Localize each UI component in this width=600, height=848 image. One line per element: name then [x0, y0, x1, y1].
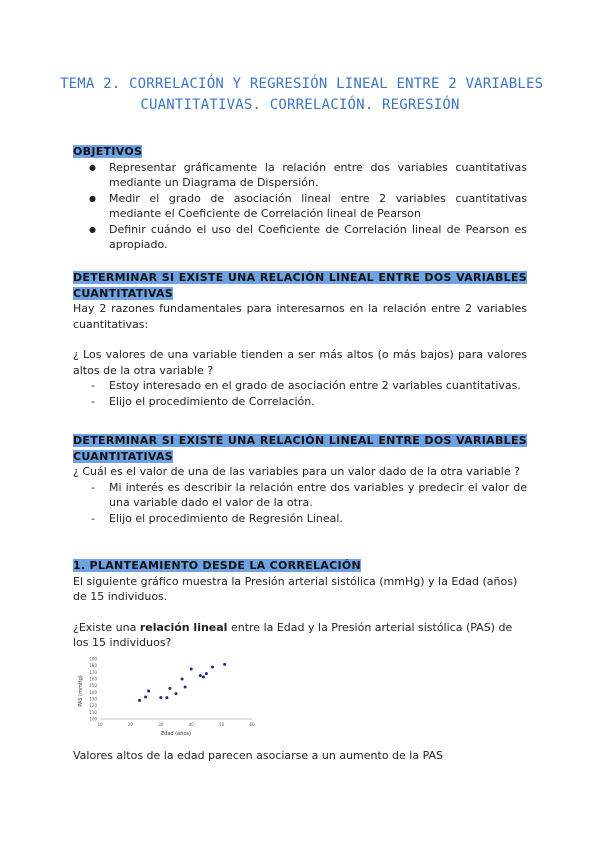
- objetivos-heading: OBJETIVOS: [73, 145, 143, 158]
- document-title: [60, 74, 544, 116]
- objetivos-list: [73, 160, 527, 253]
- section2-item: - Elijo el procedimiento de Regresión Lineal.: [73, 511, 527, 527]
- section1-heading: DETERMINAR SI EXISTE UNA RELACIÓN LINEAL ENTRE DOS VARIABLES CUANTITATIVAS: [73, 271, 527, 300]
- data-point: [184, 686, 187, 689]
- data-point: [144, 696, 147, 699]
- section1-item: - Estoy interesado en el grado de asociación entre 2 variables cuantitativas.: [73, 378, 527, 394]
- data-point: [147, 690, 150, 693]
- y-tick-label: 180: [89, 663, 97, 669]
- section2-question: ¿ Cuál es el valor de una de las variables para un valor dado de la otra variable ?: [73, 465, 520, 478]
- section2-list: [73, 480, 527, 527]
- section1-item: - Elijo el procedimiento de Correlación.: [73, 394, 527, 410]
- section3-text: El siguiente gráfico muestra la Presión arterial sistólica (mmHg) y la Edad (años) de 15 individuos.: [73, 574, 518, 603]
- x-tick-label: 10: [97, 722, 103, 727]
- section3-heading: 1. PLANTEAMIENTO DESDE LA CORRELACIÓN: [73, 559, 362, 572]
- y-axis-label: PAS (mmHg): [78, 675, 84, 707]
- section3-question: ¿Existe una relación lineal entre la Edad y la Presión arterial sistólica (PAS) de los 15 individuos?: [73, 620, 513, 649]
- x-axis-label: Edad (años): [161, 731, 191, 737]
- correlacion-section: [73, 270, 527, 409]
- y-ticks: [89, 657, 97, 722]
- chart-caption: Valores altos de la edad parecen asociarse a un aumento de la PAS: [73, 749, 444, 762]
- x-ticks: [97, 722, 255, 727]
- section1-intro: Hay 2 razones fundamentales para interesarnos en la relación entre 2 variables cuantitativas:: [73, 302, 527, 331]
- points: [138, 663, 226, 702]
- data-point: [202, 676, 205, 679]
- data-point: [168, 687, 171, 690]
- y-tick-label: 120: [89, 703, 97, 709]
- x-tick-label: 20: [127, 722, 133, 727]
- data-point: [199, 674, 202, 677]
- y-tick-label: 160: [89, 676, 97, 682]
- section1-question: ¿ Los valores de una variable tienden a ser más altos (o más bajos) para valores altos de la otra variable ?: [73, 348, 527, 377]
- chart-caption-block: [73, 748, 527, 764]
- y-tick-label: 140: [89, 689, 97, 695]
- objetivo-item: ● Representar gráficamente la relación entre dos variables cuantitativas mediante un Diagrama de Dispersión.: [73, 160, 527, 191]
- title-line-1: TEMA 2. CORRELACIÓN Y REGRESIÓN LINEAL ENTRE 2 VARIABLES: [60, 76, 544, 92]
- y-tick-label: 150: [89, 683, 97, 689]
- y-tick-label: 190: [89, 656, 97, 662]
- data-point: [159, 696, 162, 699]
- section2-item: - Mi interés es describir la relación entre dos variables y predecir el valor de una variable dado el valor de la otra.: [73, 480, 527, 511]
- y-tick-label: 130: [89, 696, 97, 702]
- x-tick-label: 60: [249, 722, 255, 727]
- y-tick-label: 100: [89, 716, 97, 722]
- section2-heading: DETERMINAR SI EXISTE UNA RELACIÓN LINEAL ENTRE DOS VARIABLES CUANTITATIVAS: [73, 434, 527, 463]
- data-point: [190, 668, 193, 671]
- data-point: [138, 699, 141, 702]
- question-emphasis: relación lineal: [139, 620, 228, 634]
- data-point: [211, 666, 214, 669]
- objetivo-item: ● Medir el grado de asociación lineal entre 2 variables cuantitativas mediante el Coeficiente de Correlación lineal de Pearson: [73, 191, 527, 222]
- data-point: [181, 678, 184, 681]
- y-tick-label: 110: [89, 709, 97, 715]
- section1-list: [73, 378, 527, 409]
- x-tick-label: 40: [188, 722, 194, 727]
- data-point: [175, 692, 178, 695]
- regresion-section: [73, 433, 527, 526]
- objetivos-section: [73, 144, 527, 253]
- x-tick-label: 30: [158, 722, 164, 727]
- data-point: [223, 663, 226, 666]
- title-line-2: CUANTITATIVAS. CORRELACIÓN. REGRESIÓN: [140, 97, 460, 113]
- objetivo-item: ● Definir cuándo el uso del Coeficiente de Correlación lineal de Pearson es apropiado.: [73, 222, 527, 253]
- data-point: [205, 672, 208, 675]
- planteamiento-section: [73, 558, 527, 651]
- scatter-chart: [76, 655, 256, 737]
- y-tick-label: 170: [89, 669, 97, 675]
- data-point: [165, 696, 168, 699]
- x-tick-label: 50: [219, 722, 225, 727]
